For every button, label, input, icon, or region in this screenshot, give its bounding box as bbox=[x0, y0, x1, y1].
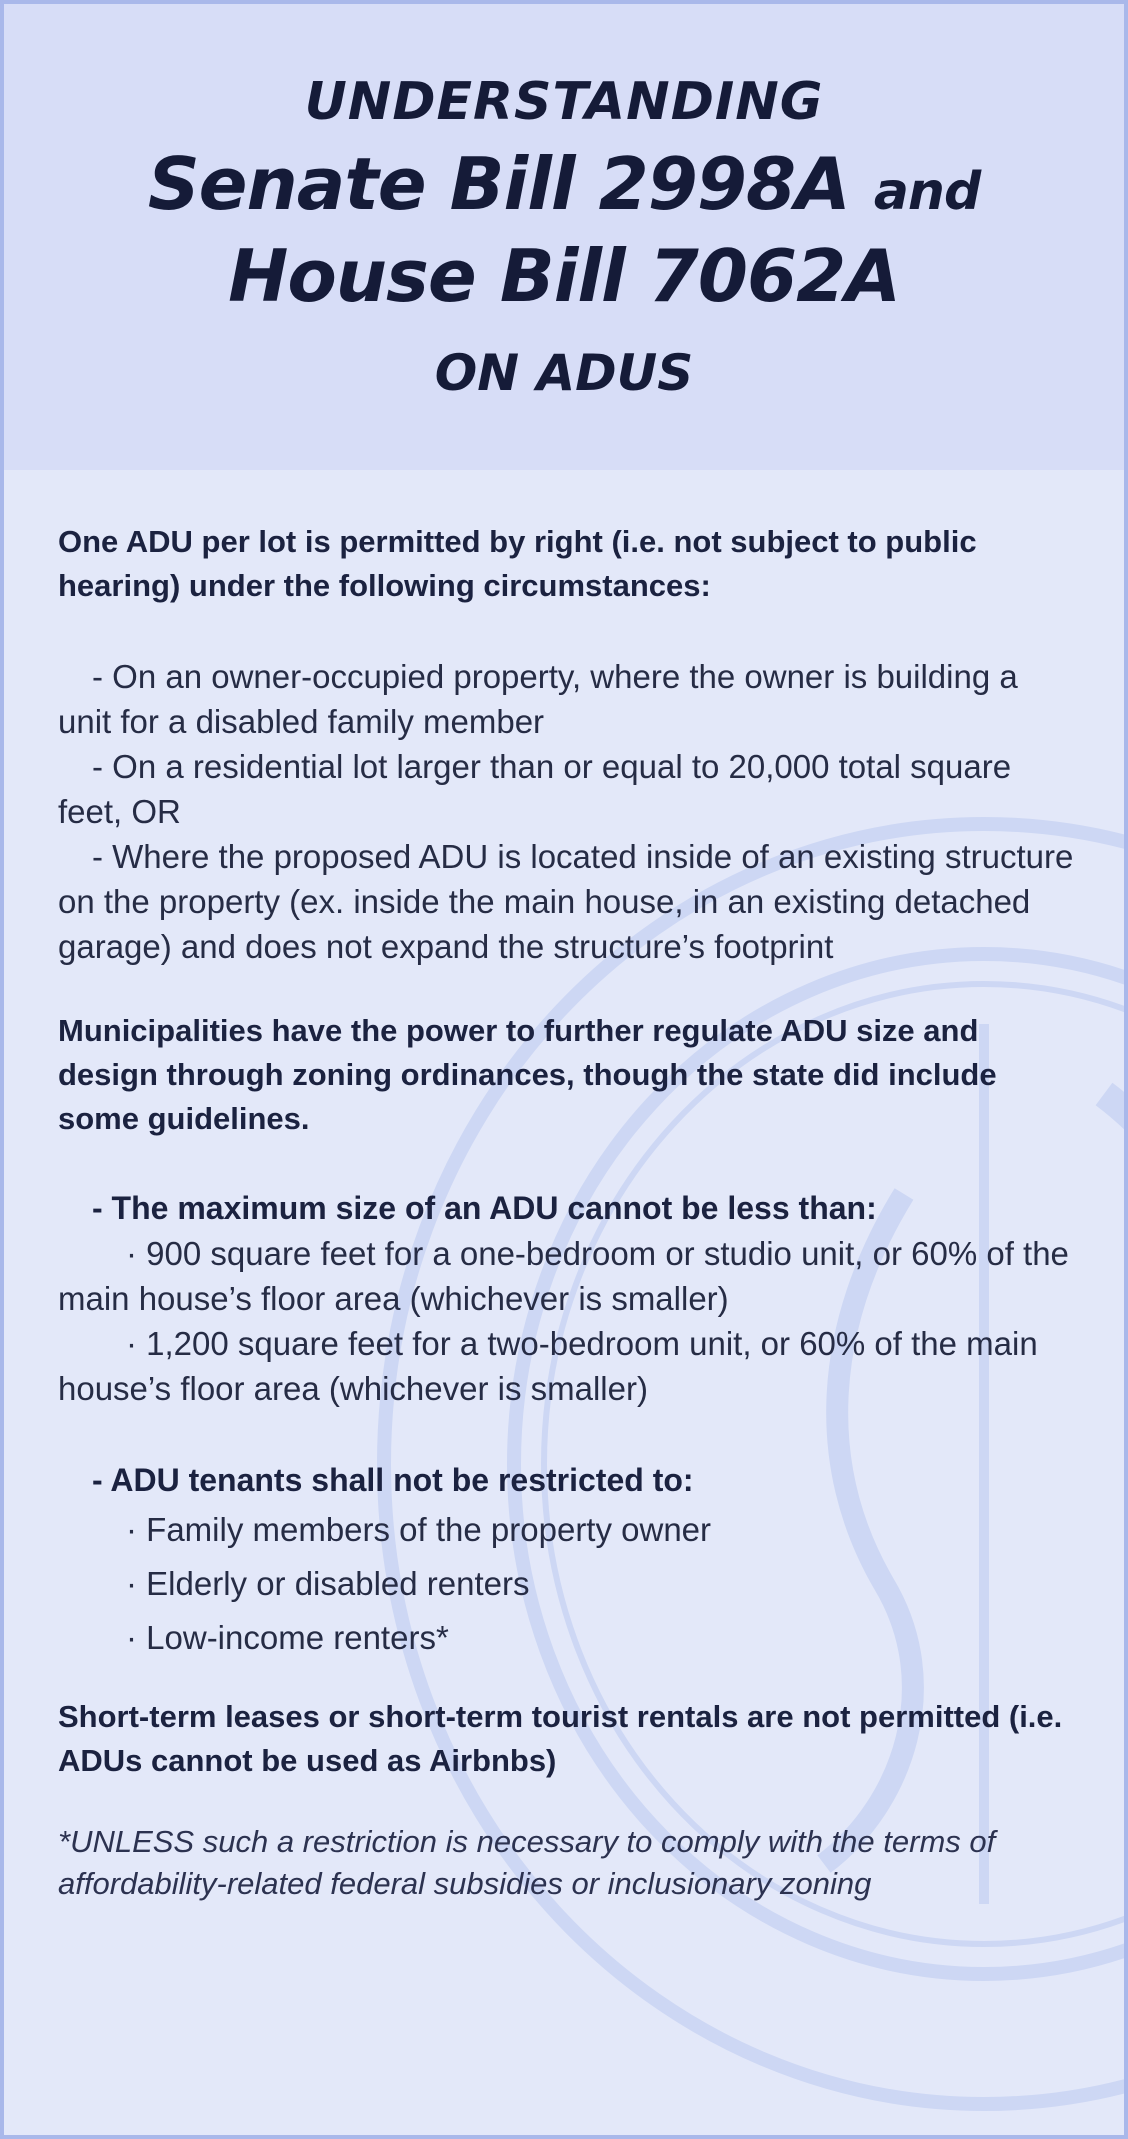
max-size-heading: - The maximum size of an ADU cannot be less than: bbox=[92, 1190, 877, 1226]
title-line-house-bill: House Bill 7062A bbox=[228, 234, 900, 318]
senate-bill-text: Senate Bill 2998A bbox=[147, 142, 850, 226]
tenant-heading: - ADU tenants shall not be restricted to: bbox=[92, 1462, 694, 1498]
title-line-on-adus: ON ADUS bbox=[434, 344, 694, 402]
tenant-item: · Family members of the property owner bbox=[126, 1511, 712, 1548]
and-text: and bbox=[873, 162, 981, 222]
title-line-understanding: UNDERSTANDING bbox=[304, 72, 824, 132]
footnote: *UNLESS such a restriction is necessary to comply with the terms of affordability-related federal subsidies or inclusionary zoning bbox=[58, 1824, 996, 1901]
circumstance-item: - On a residential lot larger than or equal to 20,000 total square feet, OR bbox=[58, 748, 1012, 830]
by-right-lead: One ADU per lot is permitted by right (i.e. not subject to public hearing) under the following circumstances: bbox=[58, 524, 977, 603]
body-content bbox=[4, 470, 1124, 1905]
size-item: · 900 square feet for a one-bedroom or studio unit, or 60% of the main house’s floor area (whichever is smaller) bbox=[58, 1235, 1069, 1317]
size-item: · 1,200 square feet for a two-bedroom unit, or 60% of the main house’s floor area (whichever is smaller) bbox=[58, 1325, 1038, 1407]
tenant-item: · Low-income renters* bbox=[126, 1619, 449, 1656]
circumstance-item: - On an owner-occupied property, where the owner is building a unit for a disabled family member bbox=[58, 658, 1018, 740]
circumstance-item: - Where the proposed ADU is located inside of an existing structure on the property (ex. inside the main house, in an existing detached garage) and does not expand the structure’s footprint bbox=[58, 838, 1074, 965]
header-band bbox=[4, 4, 1124, 470]
title-line-senate-bill bbox=[4, 142, 1124, 226]
short-term-lead: Short-term leases or short-term tourist rentals are not permitted (i.e. ADUs cannot be used as Airbnbs) bbox=[58, 1699, 1063, 1778]
municipalities-lead: Municipalities have the power to further regulate ADU size and design through zoning ordinances, though the state did include some guidelines. bbox=[58, 1013, 997, 1136]
tenant-item: · Elderly or disabled renters bbox=[126, 1565, 530, 1602]
